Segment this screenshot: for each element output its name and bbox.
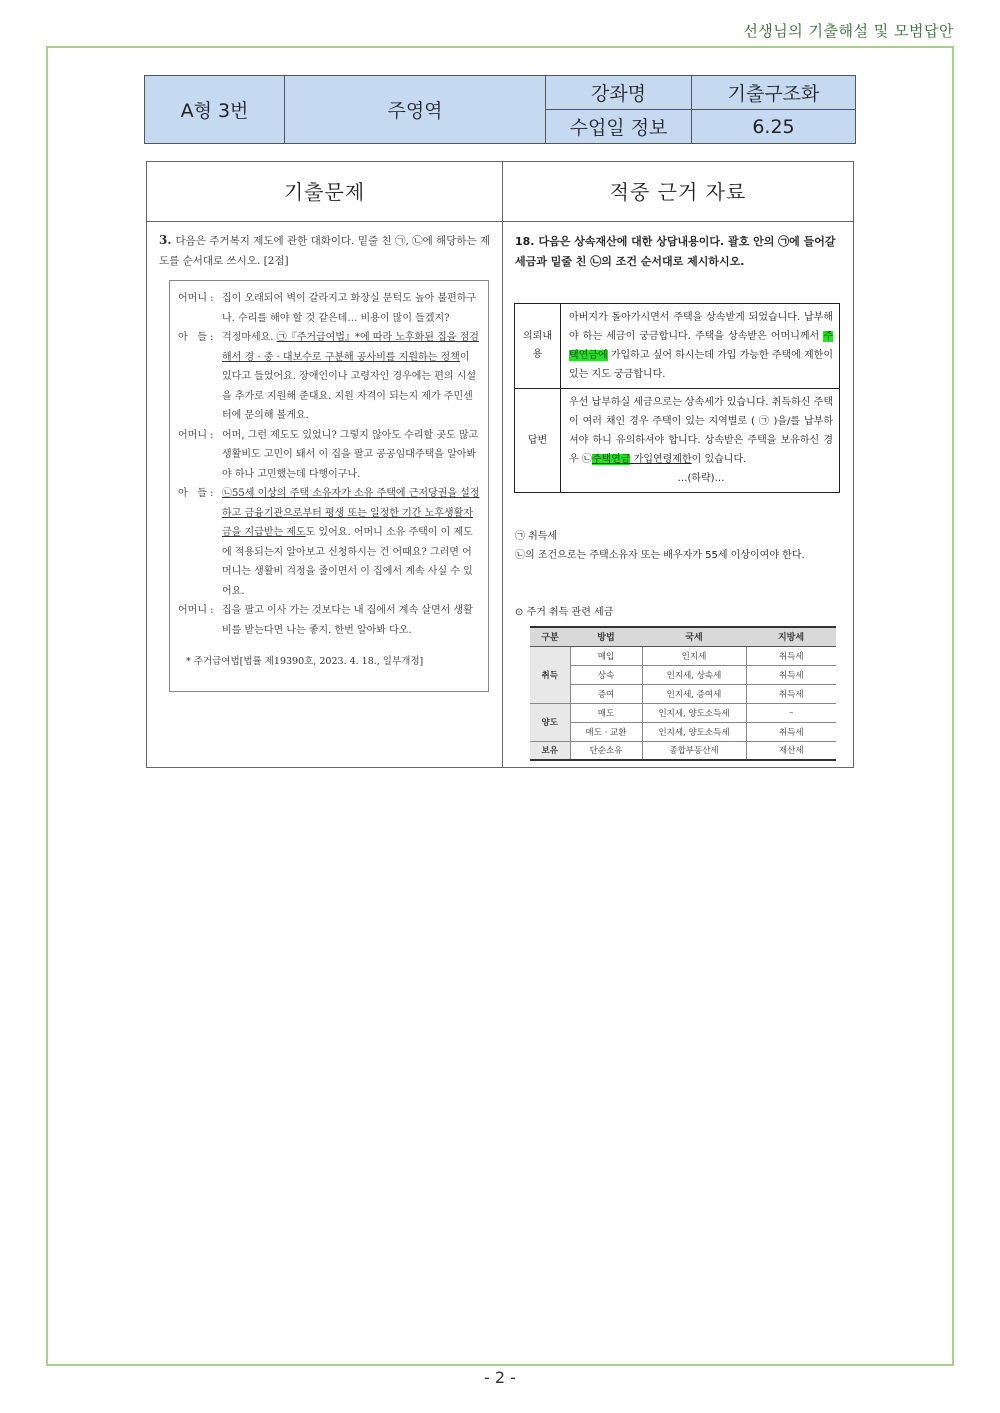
answer-pre: 우선 납부하실 세금으로는 상속세가 있습니다. 취득하신 주택이 여러 채인 경우 주택이 있는 지역별로 ( ㉠ )을/를 납부하셔야 하니 유의하셔야 합니다. 상속받은 주택을 보유하신 경우 ㉡	[569, 397, 833, 465]
table-row	[530, 722, 836, 741]
tax-cell: 인지세	[642, 646, 746, 665]
underlined-clause-b: ㉡55세 이상의 주택 소유자가 소유 주택에 근저당권을 설정하고 금융기관으로부터 평생 또는 일정한 기간 노후생활자금을 지급받는 제도	[222, 488, 480, 538]
tax-table-title: ⊙ 주거 취득 관련 세금	[515, 607, 614, 618]
exam-question-column	[147, 162, 503, 767]
tax-cell: 상속	[570, 665, 642, 684]
tax-cell: 인지세, 양도소득세	[642, 722, 746, 741]
consult-table	[514, 303, 840, 493]
page-number: - 2 -	[484, 1368, 516, 1387]
tax-cell: 매입	[570, 646, 642, 665]
class-label: 수업일 정보	[546, 110, 692, 144]
dialog-box	[169, 280, 489, 692]
exam-question-heading: 기출문제	[147, 162, 502, 222]
course-label: 강좌명	[546, 76, 692, 110]
dialog-line	[178, 328, 480, 426]
question-number: 3.	[159, 233, 172, 247]
course-value: 기출구조화	[692, 76, 856, 110]
model-answer	[515, 527, 845, 565]
age-limit-text: 가입연령제한	[630, 454, 692, 465]
tax-header: 지방세	[746, 627, 836, 646]
omitted-marker: …(하략)…	[677, 473, 725, 484]
main-table	[146, 161, 854, 768]
answer-2: ㉡의 조건으로는 주택소유자 또는 배우자가 55세 이상이여야 한다.	[515, 550, 805, 561]
table-row	[530, 703, 836, 722]
request-text	[561, 304, 840, 389]
table-row	[530, 684, 836, 703]
info-table	[144, 75, 856, 144]
dialog-line	[178, 289, 480, 328]
tax-cell: 취득세	[746, 684, 836, 703]
speaker: 어머니 :	[178, 429, 214, 441]
question-text: 다음은 주거복지 제도에 관한 대화이다. 밑줄 친 ㉠, ㉡에 해당하는 제도를 순서대로 쓰시오. [2점]	[159, 235, 491, 267]
reference-heading: 적중 근거 자료	[503, 162, 853, 222]
tax-group: 보유	[530, 741, 570, 760]
tax-cell: 인지세, 상속세	[642, 665, 746, 684]
speech-pre: 걱정마세요.	[222, 332, 277, 343]
tax-cell: 재산세	[746, 741, 836, 760]
reference-question-number: 18.	[515, 235, 535, 248]
tax-group: 취득	[530, 646, 570, 703]
class-value: 6.25	[692, 110, 856, 144]
tax-cell: 취득세	[746, 722, 836, 741]
tax-header-row	[530, 627, 836, 646]
speech	[222, 484, 480, 601]
highlight-pension-answer: 주택연금	[591, 454, 631, 465]
question-intro	[159, 230, 493, 271]
exam-area: 주영역	[285, 76, 546, 144]
speech	[222, 328, 480, 426]
table-row	[530, 646, 836, 665]
tax-header: 국세	[642, 627, 746, 646]
tax-cell: 취득세	[746, 646, 836, 665]
request-pre: 아버지가 돌아가시면서 주택을 상속받게 되었습니다. 납부해야 하는 세금이 궁금합니다. 주택을 상속받은 어머니께서	[569, 312, 833, 342]
tax-group: 양도	[530, 703, 570, 741]
footnote: * 주거급여법[법률 제19390호, 2023. 4. 18., 일부개정]	[186, 656, 424, 667]
underlined-clause-a: ㉠『주거급여법』*에 따라 노후화된 집을 점검해서 경 · 중 · 대보수로 구분해 공사비를 지원하는 정책	[222, 332, 479, 363]
answer-post: 이 있습니다.	[691, 454, 747, 465]
dialog-line	[178, 601, 480, 640]
speech: 어머, 그런 제도도 있었니? 그렇지 않아도 수리할 곳도 많고 생활비도 고민이 돼서 이 집을 팔고 공공임대주택을 알아봐야 하나 고민했는데 다행이구나.	[222, 429, 479, 480]
tax-cell: 인지세, 양도소득세	[642, 703, 746, 722]
tax-cell: 인지세, 증여세	[642, 684, 746, 703]
tax-cell: 단순소유	[570, 741, 642, 760]
request-post: 가입하고 싶어 하시는데 가입 가능한 주택에 제한이 있는 지도 궁금합니다.	[569, 350, 833, 380]
speech-post: 도 있어요. 어머니 소유 주택이 이 제도에 적용되는지 알아보고 신청하시는 건 어때요? 그러면 어머니는 생활비 걱정을 줄이면서 이 집에서 계속 사실 수 있어요.	[222, 527, 473, 597]
request-label: 의뢰내용	[515, 304, 561, 389]
answer-1: ㉠ 취득세	[515, 531, 558, 542]
tax-header: 구분	[530, 627, 570, 646]
tax-cell: 매도 · 교환	[570, 722, 642, 741]
answer-label: 답변	[515, 389, 561, 493]
speaker: 아 들 :	[178, 488, 214, 499]
speech-post: 이 있다고 들었어요. 장애인이나 고령자인 경우에는 편의 시설을 추가로 지원해 준대요. 지원 자격이 되는지 제가 주민센터에 문의해 볼게요.	[222, 351, 477, 421]
speaker: 아 들 :	[178, 332, 214, 343]
reference-question	[515, 232, 845, 272]
tax-cell: 증여	[570, 684, 642, 703]
exam-type: A형 3번	[145, 76, 285, 144]
table-row	[530, 665, 836, 684]
header-title: 선생님의 기출해설 및 모범답안	[743, 22, 954, 40]
tax-cell: –	[746, 703, 836, 722]
reference-column	[503, 162, 853, 767]
tax-cell: 매도	[570, 703, 642, 722]
dialog-line	[178, 484, 480, 601]
speaker: 어머니 :	[178, 293, 214, 304]
highlight-pension: 주택연금에	[569, 331, 833, 361]
speech: 집이 오래되어 벽이 갈라지고 화장실 문턱도 높아 불편하구나. 수리를 해야 할 것 같은데… 비용이 많이 들겠지?	[222, 293, 477, 324]
speech: 집을 팔고 이사 가는 것보다는 내 집에서 계속 살면서 생활비를 받는다면 나는 좋지. 한번 알아봐 다오.	[222, 605, 473, 636]
tax-cell: 종합부동산세	[642, 741, 746, 760]
tax-table	[530, 626, 836, 761]
dialog-line	[178, 426, 480, 485]
speaker: 어머니 :	[178, 605, 214, 616]
reference-question-text: 다음은 상속재산에 대한 상담내용이다. 괄호 안의 ㉠에 들어갈 세금과 밑줄 친 ㉡의 조건 순서대로 제시하시오.	[515, 235, 836, 268]
table-row	[530, 741, 836, 760]
answer-text	[561, 389, 840, 493]
tax-cell: 취득세	[746, 665, 836, 684]
tax-header: 방법	[570, 627, 642, 646]
